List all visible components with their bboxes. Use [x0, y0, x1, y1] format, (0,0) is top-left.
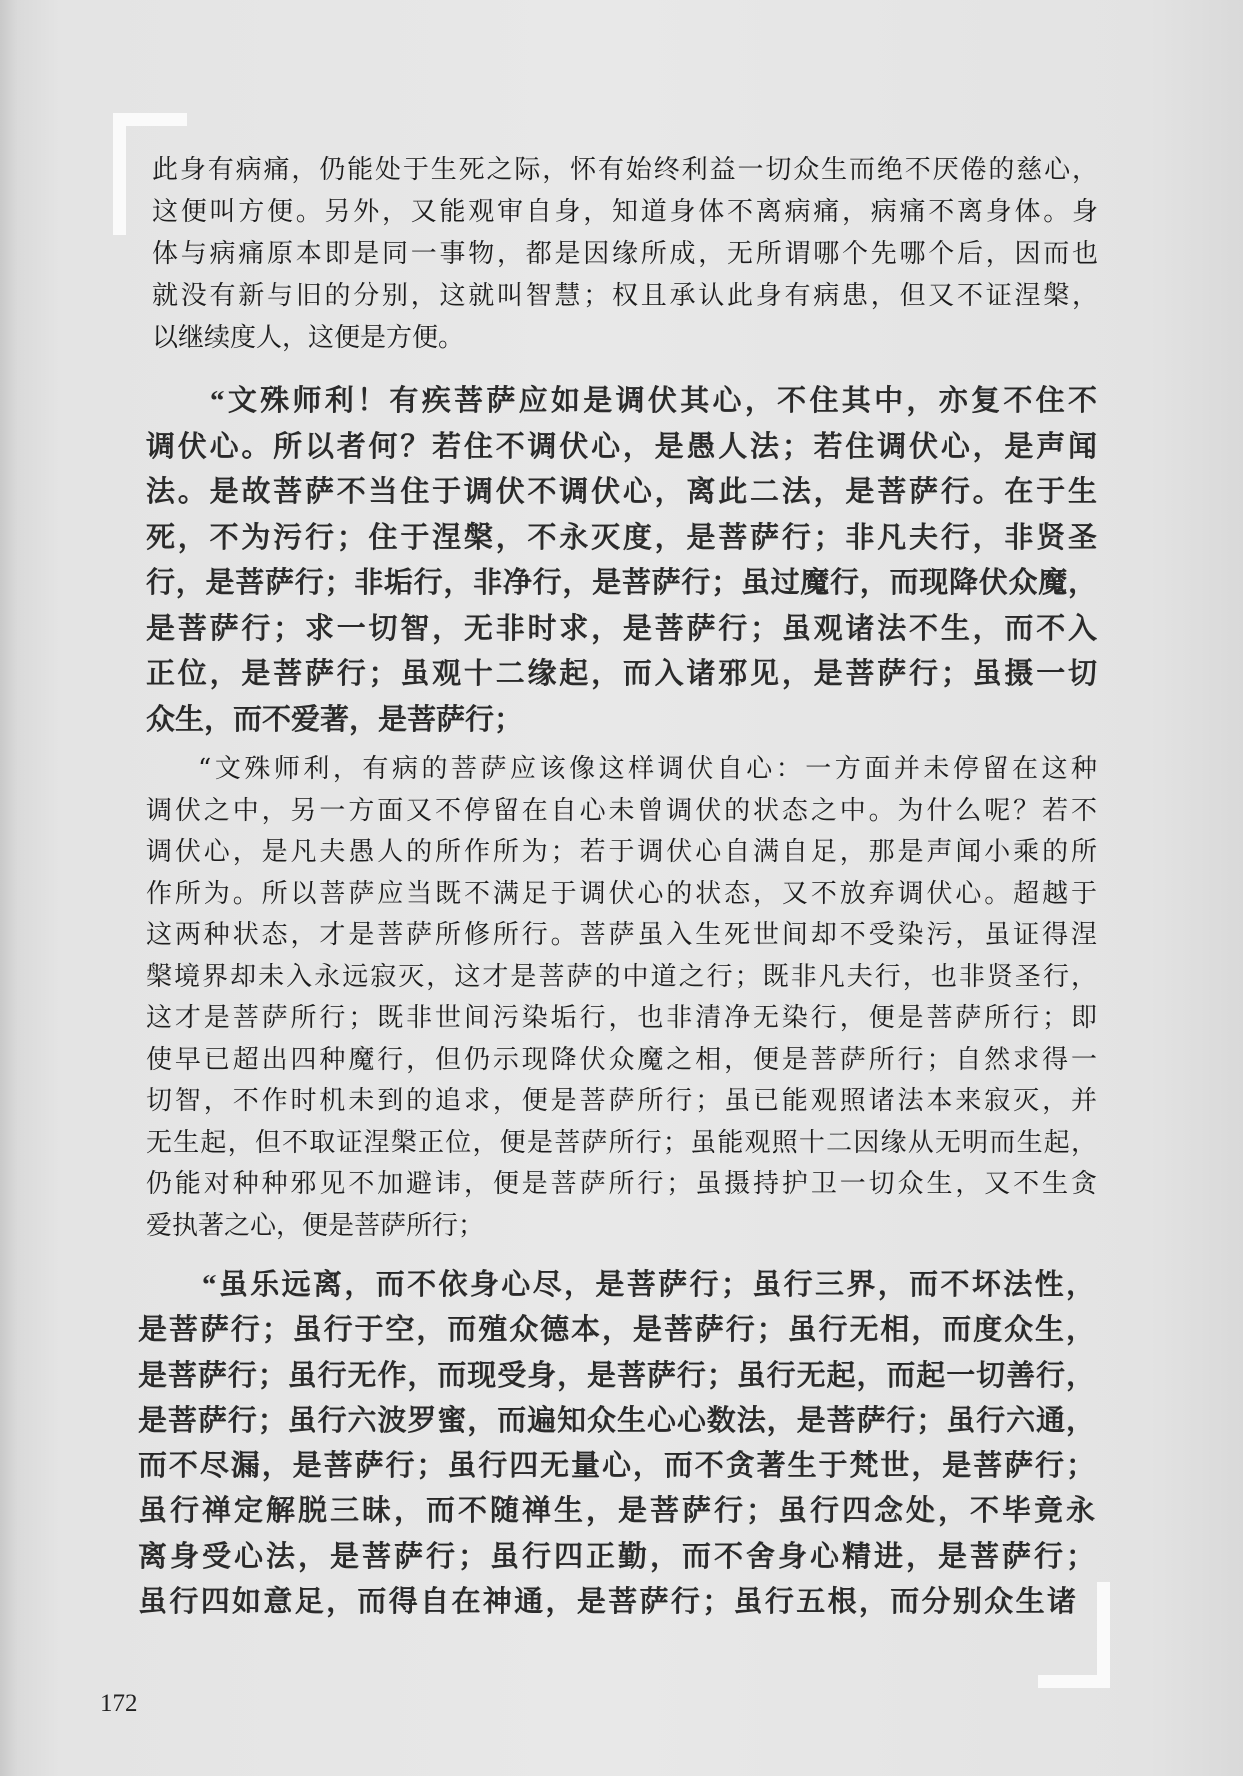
text-line: 虽行四如意足，而得自在神通，是菩萨行；虽行五根，而分别众生诸	[138, 1586, 1076, 1619]
text-line: 离身受心法，是菩萨行；虽行四正勤，而不舍身心精进，是菩萨行；	[138, 1540, 1095, 1573]
text-line: 此身有病痛，仍能处于生死之际，怀有始终利益一切众生而绝不厌倦的慈心，	[152, 155, 1098, 185]
text-line: 众生，而不爱著，是菩萨行；	[146, 703, 524, 736]
sutra-paragraph	[138, 1263, 1095, 1625]
text-line: 是菩萨行；虽行无作，而现受身，是菩萨行；虽行无起，而起一切善行，	[138, 1359, 1095, 1392]
text-line: “文殊师利！有疾菩萨应如是调伏其心，不住其中，亦复不住不	[210, 385, 1097, 417]
text-line: 使早已超出四种魔行，但仍示现降伏众魔之相，便是菩萨所行；自然求得一	[146, 1044, 1097, 1075]
text-line: 爱执著之心，便是菩萨所行；	[146, 1210, 485, 1241]
text-line: 无生起，但不取证涅槃正位，便是菩萨所行；虽能观照十二因缘从无明而生起，	[146, 1127, 1097, 1158]
corner-bracket-bottom-right-horizontal	[1038, 1675, 1110, 1688]
corner-bracket-bottom-right-vertical	[1097, 1582, 1110, 1688]
page-number: 172	[100, 1690, 138, 1717]
text-line: 作所为。所以菩萨应当既不满足于调伏心的状态，又不放弃调伏心。超越于	[146, 878, 1097, 909]
text-line: 而不尽漏，是菩萨行；虽行四无量心，而不贪著生于梵世，是菩萨行；	[138, 1450, 1095, 1483]
text-line: 虽行禅定解脱三昧，而不随禅生，是菩萨行；虽行四念处，不毕竟永	[138, 1495, 1095, 1528]
text-line: “文殊师利，有病的菩萨应该像这样调伏自心：一方面并未停留在这种	[198, 754, 1097, 784]
text-line: 是菩萨行；虽行于空，而殖众德本，是菩萨行；虽行无相，而度众生，	[138, 1314, 1095, 1347]
sutra-paragraph	[146, 379, 1097, 743]
text-line: 死，不为污行；住于涅槃，不永灭度，是菩萨行；非凡夫行，非贤圣	[146, 521, 1097, 554]
text-line: 这便叫方便。另外，又能观审自身，知道身体不离病痛，病痛不离身体。身	[152, 197, 1098, 227]
text-line: 这两种状态，才是菩萨所修所行。菩萨虽入生死世间却不受染污，虽证得涅	[146, 920, 1097, 950]
corner-bracket-top-left-vertical	[113, 113, 126, 235]
text-line: 是菩萨行；虽行六波罗蜜，而遍知众生心心数法，是菩萨行；虽行六通，	[138, 1404, 1095, 1437]
corner-bracket-top-left-horizontal	[113, 113, 187, 126]
text-line: 调伏心，是凡夫愚人的所作所为；若于调伏心自满自足，那是声闻小乘的所	[146, 837, 1097, 867]
text-line: 正位，是菩萨行；虽观十二缘起，而入诸邪见，是菩萨行；虽摄一切	[146, 658, 1097, 690]
text-line: “虽乐远离，而不依身心尽，是菩萨行；虽行三界，而不坏法性，	[202, 1269, 1095, 1301]
commentary-paragraph	[152, 149, 1098, 359]
text-line: 行，是菩萨行；非垢行，非净行，是菩萨行；虽过魔行，而现降伏众魔，	[146, 567, 1097, 599]
text-line: 仍能对种种邪见不加避讳，便是菩萨所行；虽摄持护卫一切众生，又不生贪	[146, 1169, 1097, 1199]
text-line: 槃境界却未入永远寂灭，这才是菩萨的中道之行；既非凡夫行，也非贤圣行，	[146, 961, 1097, 992]
text-line: 切智，不作时机未到的追求，便是菩萨所行；虽已能观照诸法本来寂灭，并	[146, 1086, 1097, 1116]
text-line: 调伏心。所以者何？若住不调伏心，是愚人法；若住调伏心，是声闻	[146, 430, 1097, 463]
commentary-paragraph	[146, 749, 1097, 1247]
text-line: 这才是菩萨所行；既非世间污染垢行，也非清净无染行，便是菩萨所行；即	[146, 1003, 1097, 1033]
text-line: 是菩萨行；求一切智，无非时求，是菩萨行；虽观诸法不生，而不入	[146, 612, 1097, 645]
text-line: 调伏之中，另一方面又不停留在自心未曾调伏的状态之中。为什么呢？若不	[146, 795, 1097, 826]
text-line: 以继续度人，这便是方便。	[152, 323, 465, 353]
text-line: 体与病痛原本即是同一事物，都是因缘所成，无所谓哪个先哪个后，因而也	[152, 239, 1098, 269]
text-line: 法。是故菩萨不当住于调伏不调伏心，离此二法，是菩萨行。在于生	[146, 476, 1097, 508]
text-line: 就没有新与旧的分别，这就叫智慧；权且承认此身有病患，但又不证涅槃，	[152, 281, 1098, 311]
